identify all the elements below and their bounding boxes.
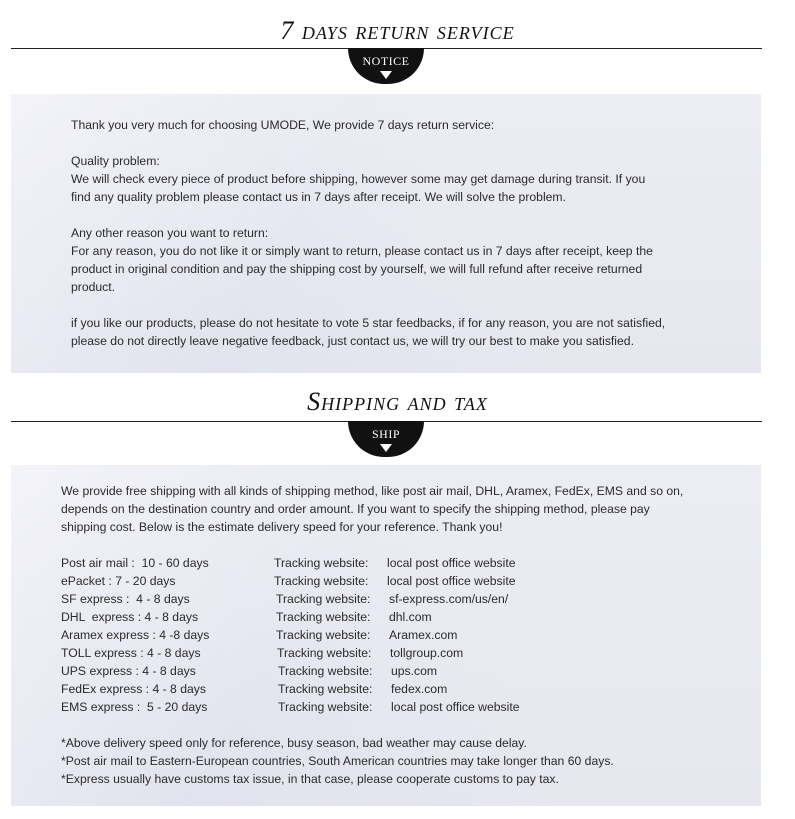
shipping-method-name: DHL express : 4 - 8 days: [61, 610, 199, 624]
shipping-method-name: FedEx express : 4 - 8 days: [61, 682, 206, 696]
shipping-method-name: Post air mail : 10 - 60 days: [61, 556, 209, 570]
shipping-method-name: UPS express : 4 - 8 days: [61, 664, 196, 678]
tracking-label: Tracking website:: [278, 664, 373, 678]
ship-badge: [348, 421, 424, 457]
tracking-site: local post office website: [391, 700, 520, 714]
shipping-method-row: [61, 680, 741, 698]
tracking-site: local post office website: [387, 556, 516, 570]
tracking-site: sf-express.com/us/en/: [389, 592, 509, 606]
shipping-note-3: *Express usually have customs tax issue, in that case, please cooperate customs to pay tax.: [61, 772, 559, 786]
tracking-label: Tracking website:: [278, 682, 373, 696]
other-reason-heading: Any other reason you want to return:: [71, 226, 269, 240]
tracking-label: Tracking website:: [274, 574, 369, 588]
shipping-panel: [11, 465, 761, 806]
notice-badge-label: NOTICE: [362, 54, 410, 68]
other-reason-line-3: product.: [71, 280, 116, 294]
quality-line-2: find any quality problem please contact us in 7 days after receipt. We will solve the problem.: [71, 190, 566, 204]
return-section-title: 7 days return service: [280, 16, 515, 45]
shipping-intro-2: depends on the destination country and order amount. If you want to specify the shipping method, please pay: [61, 502, 650, 516]
shipping-method-name: TOLL express : 4 - 8 days: [61, 646, 201, 660]
shipping-note-2: *Post air mail to Eastern-European countries, South American countries may take longer than 60 days.: [61, 754, 614, 768]
tracking-label: Tracking website:: [274, 556, 369, 570]
quality-heading: Quality problem:: [71, 154, 160, 168]
shipping-method-list: [61, 554, 741, 716]
notice-badge: [348, 48, 424, 84]
shipping-method-name: EMS express : 5 - 20 days: [61, 700, 208, 714]
tracking-site: Aramex.com: [389, 628, 458, 642]
shipping-method-row: [61, 572, 741, 590]
tracking-site: ups.com: [391, 664, 438, 678]
triangle-down-icon: [380, 71, 392, 79]
shipping-method-name: ePacket : 7 - 20 days: [61, 574, 176, 588]
shipping-intro-1: We provide free shipping with all kinds of shipping method, like post air mail, DHL, Aramex, FedEx, EMS and so on,: [61, 484, 684, 498]
shipping-method-row: [61, 662, 741, 680]
shipping-method-name: SF express : 4 - 8 days: [61, 592, 190, 606]
tracking-site: local post office website: [387, 574, 516, 588]
intro-line: Thank you very much for choosing UMODE, We provide 7 days return service:: [71, 118, 495, 132]
shipping-method-row: [61, 554, 741, 572]
shipping-method-name: Aramex express : 4 -8 days: [61, 628, 210, 642]
tracking-label: Tracking website:: [277, 646, 372, 660]
other-reason-line-2: product in original condition and pay the shipping cost by yourself, we will full refund after receive returned: [71, 262, 643, 276]
shipping-section-title: Shipping and tax: [307, 387, 488, 416]
quality-line-1: We will check every piece of product before shipping, however some may get damage during transit. If you: [71, 172, 646, 186]
ship-badge-label: SHIP: [371, 427, 400, 441]
tracking-site: tollgroup.com: [390, 646, 464, 660]
feedback-line-2: please do not directly leave negative feedback, just contact us, we will try our best to make you satisfied.: [71, 334, 634, 348]
tracking-site: dhl.com: [389, 610, 432, 624]
other-reason-line-1: For any reason, you do not like it or simply want to return, please contact us in 7 days after receipt, keep the: [71, 244, 653, 258]
triangle-down-icon: [380, 444, 392, 452]
shipping-method-row: [61, 626, 741, 644]
return-policy-panel: [11, 94, 761, 373]
feedback-line-1: if you like our products, please do not hesitate to vote 5 star feedbacks, if for any reason, you are not satisfied,: [71, 316, 666, 330]
return-policy-text: [71, 116, 731, 350]
tracking-label: Tracking website:: [276, 628, 371, 642]
tracking-label: Tracking website:: [278, 700, 373, 714]
shipping-intro-3: shipping cost. Below is the estimate delivery speed for your reference. Thank you!: [61, 520, 503, 534]
tracking-label: Tracking website:: [276, 592, 371, 606]
shipping-method-row: [61, 590, 741, 608]
tracking-site: fedex.com: [391, 682, 448, 696]
shipping-method-row: [61, 698, 741, 716]
shipping-note-1: *Above delivery speed only for reference, busy season, bad weather may cause delay.: [61, 736, 527, 750]
tracking-label: Tracking website:: [276, 610, 371, 624]
shipping-text: [61, 482, 741, 788]
shipping-method-row: [61, 644, 741, 662]
shipping-method-row: [61, 608, 741, 626]
